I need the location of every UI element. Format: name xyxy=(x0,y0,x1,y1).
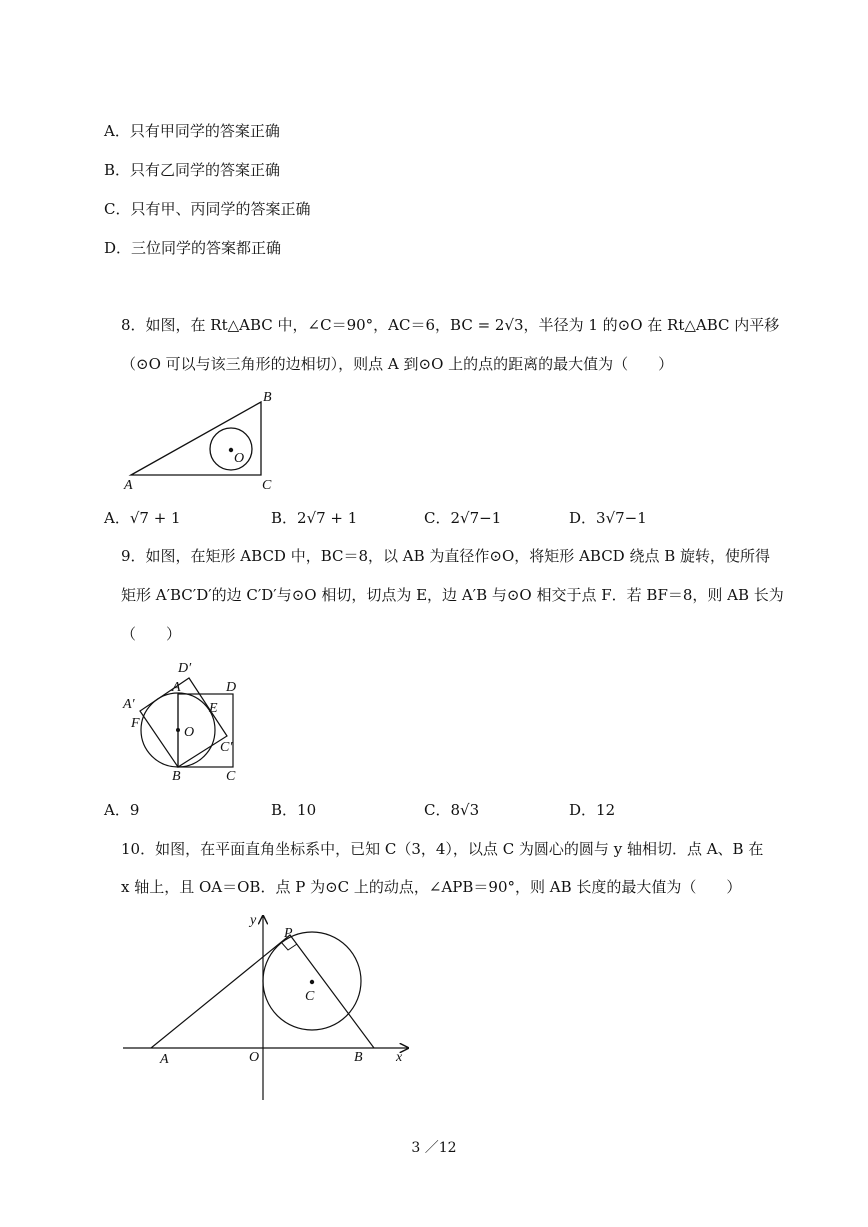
q9-label-ap: A′ xyxy=(123,697,135,712)
q9-label-e: E xyxy=(209,701,218,716)
q10-label-b: B xyxy=(354,1050,363,1065)
q8-stem-line1: 8．如图，在 Rt△ABC 中，∠C＝90°，AC＝6，BC = 2√3，半径为 1 的⊙O 在 Rt△ABC 内平移 xyxy=(121,316,780,334)
q7-option-a: A．只有甲同学的答案正确 xyxy=(104,122,280,140)
q9-label-a: A xyxy=(172,680,181,695)
q10-label-a: A xyxy=(160,1052,169,1067)
q8-option-a: A．√7 + 1 xyxy=(104,509,181,527)
q10-label-x: x xyxy=(396,1050,403,1065)
q10-right-angle-mark xyxy=(281,942,297,950)
q9-label-cp: C′ xyxy=(220,740,233,755)
q9-label-b: B xyxy=(172,769,181,784)
q8-label-b: B xyxy=(263,390,272,405)
q9-option-d: D．12 xyxy=(569,801,616,819)
q8-label-c: C xyxy=(262,478,272,493)
q9-label-o: O xyxy=(184,725,195,740)
q10-label-y: y xyxy=(250,913,257,928)
q10-label-o: O xyxy=(249,1050,260,1065)
q10-label-c: C xyxy=(305,989,315,1004)
q9-label-f: F xyxy=(131,716,140,731)
q7-option-d: D．三位同学的答案都正确 xyxy=(104,239,282,257)
q9-label-d: D xyxy=(226,680,237,695)
q8-stem-line2: （⊙O 可以与该三角形的边相切），则点 A 到⊙O 上的点的距离的最大值为（ ） xyxy=(121,355,674,373)
q9-option-b: B．10 xyxy=(271,801,317,819)
q9-stem-line3: （ ） xyxy=(121,625,182,643)
q10-label-p: P xyxy=(284,926,293,941)
q9-option-a: A．9 xyxy=(104,801,140,819)
q9-center-dot xyxy=(176,728,180,732)
q9-stem-line2: 矩形 A′BC′D′的边 C′D′与⊙O 相切，切点为 E，边 A′B 与⊙O 相交于点 F．若 BF＝8，则 AB 长为 xyxy=(121,586,784,604)
q7-option-c: C．只有甲、丙同学的答案正确 xyxy=(104,200,311,218)
q8-option-c: C．2√7−1 xyxy=(424,509,502,527)
q8-label-o: O xyxy=(234,451,245,466)
q9-stem-line1: 9．如图，在矩形 ABCD 中，BC＝8，以 AB 为直径作⊙O，将矩形 ABCD 绕点 B 旋转，使所得 xyxy=(121,547,771,565)
page-number: 3 ／12 xyxy=(411,1140,457,1156)
q9-label-c: C xyxy=(226,769,236,784)
q9-label-dp: D′ xyxy=(178,661,192,676)
q10-center-dot xyxy=(310,980,314,984)
q9-figure xyxy=(118,656,258,786)
q10-stem-line2: x 轴上，且 OA＝OB．点 P 为⊙C 上的动点，∠APB＝90°，则 AB 长度的最大值为（ ） xyxy=(121,878,742,896)
q8-center-dot xyxy=(229,448,233,452)
q8-option-b: B．2√7 + 1 xyxy=(271,509,358,527)
q8-option-d: D．3√7−1 xyxy=(569,509,647,527)
q10-figure xyxy=(118,910,418,1105)
q9-option-c: C．8√3 xyxy=(424,801,480,819)
q8-label-a: A xyxy=(124,478,133,493)
q10-stem-line1: 10．如图，在平面直角坐标系中，已知 C（3，4），以点 C 为圆心的圆与 y 轴相切．点 A、B 在 xyxy=(121,840,764,858)
q8-figure xyxy=(118,388,288,493)
q7-option-b: B．只有乙同学的答案正确 xyxy=(104,161,281,179)
